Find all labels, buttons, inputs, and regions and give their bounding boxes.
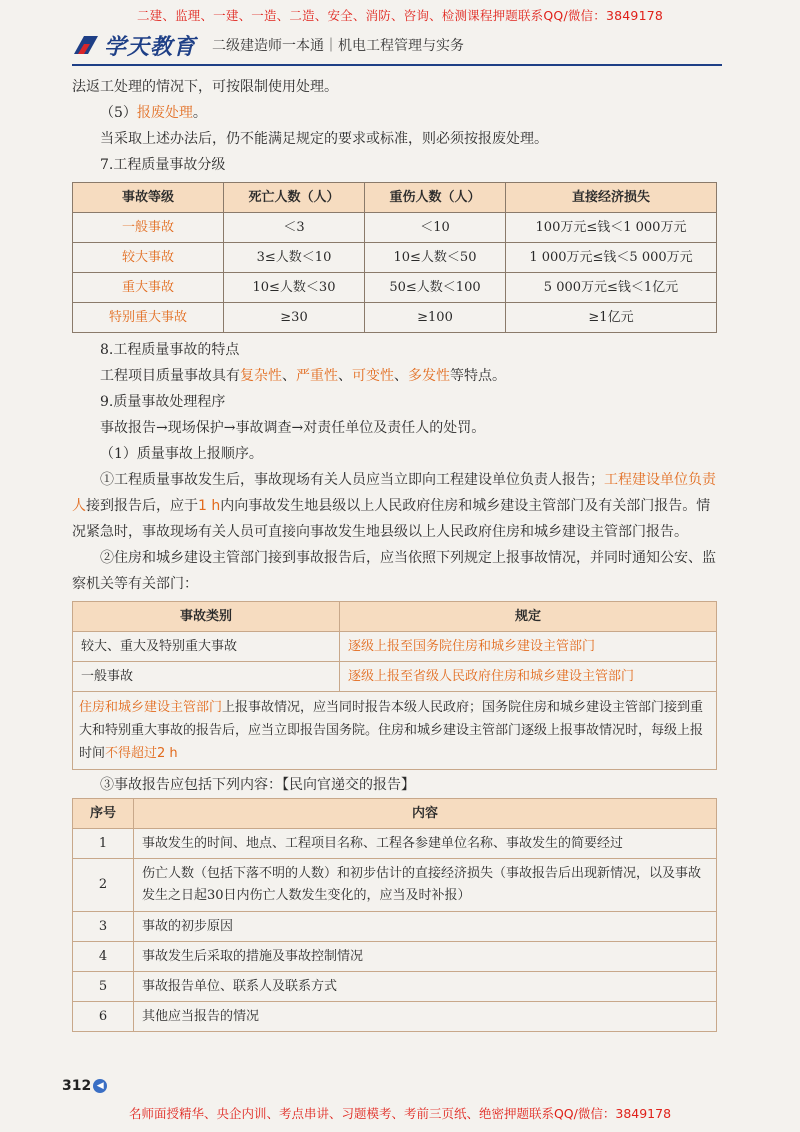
text: 上报事故情况，应当同时报告本级人民政府；国务院住房和城乡建设主管部门接到重大和特别重大事故的报告后，应当立即报告国务院。住房和城乡建设主管部门逐级上报事故情况时，每级上报时间 xyxy=(79,700,704,761)
logo-icon xyxy=(72,34,100,56)
table-cell: 逐级上报至国务院住房和城乡建设主管部门 xyxy=(340,632,717,662)
accident-grade-table xyxy=(72,182,717,333)
table-cell: 其他应当报告的情况 xyxy=(134,1002,717,1032)
highlight-text: 可变性 xyxy=(352,368,394,384)
text: ①工程质量事故发生后，事故现场有关人员应当立即向工程建设单位负责人报告； xyxy=(100,472,604,488)
table-cell: 100万元≤钱＜1 000万元 xyxy=(506,213,717,243)
report-contents-table xyxy=(72,798,717,1032)
table-cell: 事故的初步原因 xyxy=(134,912,717,942)
logo xyxy=(72,30,196,60)
table-header: 重伤人数（人） xyxy=(365,183,506,213)
top-banner: 二建、监理、一建、一造、二造、安全、消防、咨询、检测课程押题联系QQ/微信：3849178 xyxy=(136,8,664,23)
table-row xyxy=(73,859,717,912)
section-item xyxy=(100,100,717,126)
text: 工程项目质量事故具有 xyxy=(100,368,240,384)
table-cell: 一般事故 xyxy=(73,213,224,243)
table-header-row xyxy=(73,602,717,632)
table-cell: 50≤人数＜100 xyxy=(365,273,506,303)
table-note xyxy=(73,692,717,770)
page-content xyxy=(72,74,717,1032)
table-cell: 重大事故 xyxy=(73,273,224,303)
table-cell: 较大、重大及特别重大事故 xyxy=(73,632,340,662)
paragraph: 当采取上述办法后，仍不能满足规定的要求或标准，则必须按报废处理。 xyxy=(100,131,548,147)
table-row xyxy=(73,213,717,243)
report-rules-table xyxy=(72,601,717,770)
table-row xyxy=(73,632,717,662)
table-row xyxy=(73,662,717,692)
table-cell: 10≤人数＜30 xyxy=(224,273,365,303)
table-cell: 3 xyxy=(73,912,134,942)
table-cell: ≥100 xyxy=(365,303,506,333)
text: 。 xyxy=(192,105,207,121)
table-cell: ≥30 xyxy=(224,303,365,333)
text: 、 xyxy=(394,368,408,384)
page-number xyxy=(62,1078,107,1094)
paragraph: 事故报告→现场保护→事故调查→对责任单位及责任人的处罚。 xyxy=(100,420,486,436)
header-rule xyxy=(72,64,722,66)
text: 、 xyxy=(282,368,296,384)
highlight-text: 住房和城乡建设主管部门 xyxy=(79,700,223,715)
table-header: 规定 xyxy=(340,602,717,632)
logo-text: 学天教育 xyxy=(104,34,197,60)
highlight-text: 1 h xyxy=(198,498,221,514)
table-cell: 伤亡人数（包括下落不明的人数）和初步估计的直接经济损失（事故报告后出现新情况，以及事故发生之日起30日内伤亡人数发生变化的，应当及时补报） xyxy=(134,859,717,912)
table-cell: 2 xyxy=(73,859,134,912)
table-cell: 较大事故 xyxy=(73,243,224,273)
table-header: 直接经济损失 xyxy=(506,183,717,213)
paragraph: 法返工处理的情况下，可按限制使用处理。 xyxy=(72,79,338,95)
table-cell: 一般事故 xyxy=(73,662,340,692)
page-header xyxy=(72,30,732,62)
table-cell: ＜3 xyxy=(224,213,365,243)
table-note-row xyxy=(73,692,717,770)
text: （5） xyxy=(100,105,137,121)
section-heading: 8.工程质量事故的特点 xyxy=(100,342,240,358)
paragraph xyxy=(72,467,717,545)
table-cell: 事故发生后采取的措施及事故控制情况 xyxy=(134,942,717,972)
table-header-row xyxy=(73,799,717,829)
table-cell: 特别重大事故 xyxy=(73,303,224,333)
highlight-text: 报废处理 xyxy=(136,105,193,121)
text: 内向事故发生地县级以上人民政府住房和城乡建设主管部门及有关部门报告。情况紧急时，事故现场有关人员可直接向事故发生地县级以上人民政府住房和城乡建设主管部门报告。 xyxy=(72,498,711,540)
table-header: 死亡人数（人） xyxy=(224,183,365,213)
table-cell: 4 xyxy=(73,942,134,972)
section-heading: 9.质量事故处理程序 xyxy=(100,394,226,410)
table-cell: 5 000万元≤钱＜1亿元 xyxy=(506,273,717,303)
header-subtitle: 二级建造师一本通｜机电工程管理与实务 xyxy=(212,38,464,54)
table-cell: 6 xyxy=(73,1002,134,1032)
table-cell: ＜10 xyxy=(365,213,506,243)
table-cell: 3≤人数＜10 xyxy=(224,243,365,273)
table-cell: 5 xyxy=(73,972,134,1002)
table-row xyxy=(73,942,717,972)
page-number-text: 312 xyxy=(62,1078,92,1094)
highlight-text: 不得超过2 h xyxy=(105,746,178,761)
table-header: 序号 xyxy=(73,799,134,829)
table-cell: 10≤人数＜50 xyxy=(365,243,506,273)
table-row xyxy=(73,912,717,942)
table-header: 内容 xyxy=(134,799,717,829)
table-row xyxy=(73,1002,717,1032)
section-item: ③事故报告应包括下列内容：【民向官递交的报告】 xyxy=(100,777,415,793)
highlight-text: 多发性 xyxy=(408,368,450,384)
triangle-left-icon: ◀ xyxy=(93,1079,107,1093)
text: 接到报告后，应于 xyxy=(86,498,198,514)
text: 等特点。 xyxy=(450,368,506,384)
table-cell: 事故报告单位、联系人及联系方式 xyxy=(134,972,717,1002)
paragraph xyxy=(72,363,717,389)
table-header: 事故等级 xyxy=(73,183,224,213)
table-row xyxy=(73,303,717,333)
table-cell: 1 000万元≤钱＜5 000万元 xyxy=(506,243,717,273)
table-row xyxy=(73,273,717,303)
table-cell: 事故发生的时间、地点、工程项目名称、工程各参建单位名称、事故发生的简要经过 xyxy=(134,829,717,859)
table-header: 事故类别 xyxy=(73,602,340,632)
bottom-banner: 名师面授精华、央企内训、考点串讲、习题模考、考前三页纸、绝密押题联系QQ/微信：3849178 xyxy=(128,1106,672,1121)
section-heading: 7.工程质量事故分级 xyxy=(100,157,226,173)
table-cell: 逐级上报至省级人民政府住房和城乡建设主管部门 xyxy=(340,662,717,692)
highlight-text: 工程建设单位负责人 xyxy=(72,472,716,514)
paragraph: ②住房和城乡建设主管部门接到事故报告后，应当依照下列规定上报事故情况，并同时通知公安、监察机关等有关部门： xyxy=(72,550,716,592)
table-row xyxy=(73,972,717,1002)
table-row xyxy=(73,829,717,859)
highlight-text: 严重性 xyxy=(296,368,338,384)
table-row xyxy=(73,243,717,273)
highlight-text: 复杂性 xyxy=(240,368,282,384)
text: 、 xyxy=(338,368,352,384)
table-cell: 1 xyxy=(73,829,134,859)
table-header-row xyxy=(73,183,717,213)
table-cell: ≥1亿元 xyxy=(506,303,717,333)
section-item: （1）质量事故上报顺序。 xyxy=(100,446,263,462)
